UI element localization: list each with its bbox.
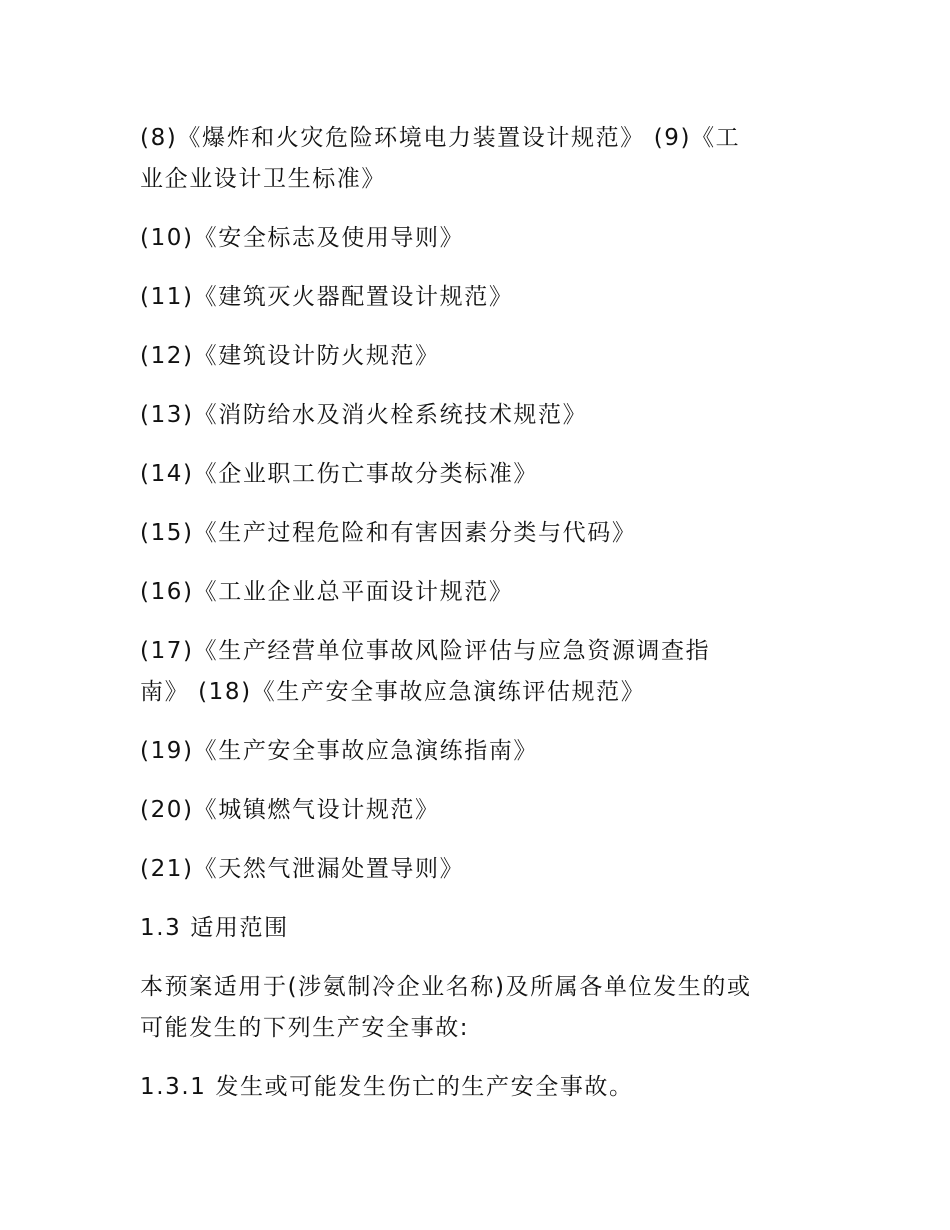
text-line: 可能发生的下列生产安全事故: <box>140 1015 470 1041</box>
text-line: 业企业设计卫生标准》 <box>140 166 386 192</box>
text-line: 本预案适用于(涉氨制冷企业名称)及所属各单位发生的或 <box>140 974 752 1000</box>
document-body <box>140 118 830 1126</box>
text-line: 1.3.1 发生或可能发生伤亡的生产安全事故。 <box>140 1074 634 1100</box>
clause-1-3-1 <box>140 1067 830 1108</box>
text-line: (19)《生产安全事故应急演练指南》 <box>140 738 539 764</box>
text-line: (16)《工业企业总平面设计规范》 <box>140 579 514 605</box>
reference-item-10 <box>140 218 830 259</box>
text-line: (17)《生产经营单位事故风险评估与应急资源调查指 <box>140 638 711 664</box>
reference-item-20 <box>140 790 830 831</box>
scope-paragraph <box>140 967 830 1049</box>
reference-item-15 <box>140 513 830 554</box>
reference-item-13 <box>140 395 830 436</box>
text-line: (11)《建筑灭火器配置设计规范》 <box>140 284 514 310</box>
reference-item-16 <box>140 572 830 613</box>
reference-item-19 <box>140 731 830 772</box>
reference-item-14 <box>140 454 830 495</box>
text-line: (21)《天然气泄漏处置导则》 <box>140 856 465 882</box>
text-line: (12)《建筑设计防火规范》 <box>140 343 440 369</box>
reference-item-8-9 <box>140 118 830 200</box>
reference-item-17-18 <box>140 631 830 713</box>
section-heading: 1.3 适用范围 <box>140 915 289 941</box>
reference-item-21 <box>140 849 830 890</box>
text-line: (13)《消防给水及消火栓系统技术规范》 <box>140 402 588 428</box>
text-line: (10)《安全标志及使用导则》 <box>140 225 465 251</box>
text-line: (8)《爆炸和火灾危险环境电力装置设计规范》 (9)《工 <box>140 125 741 151</box>
text-line: (20)《城镇燃气设计规范》 <box>140 797 440 823</box>
reference-item-12 <box>140 336 830 377</box>
reference-item-11 <box>140 277 830 318</box>
text-line: (15)《生产过程危险和有害因素分类与代码》 <box>140 520 637 546</box>
section-heading-1-3 <box>140 908 830 949</box>
text-line: (14)《企业职工伤亡事故分类标准》 <box>140 461 539 487</box>
text-line: 南》 (18)《生产安全事故应急演练评估规范》 <box>140 679 646 705</box>
